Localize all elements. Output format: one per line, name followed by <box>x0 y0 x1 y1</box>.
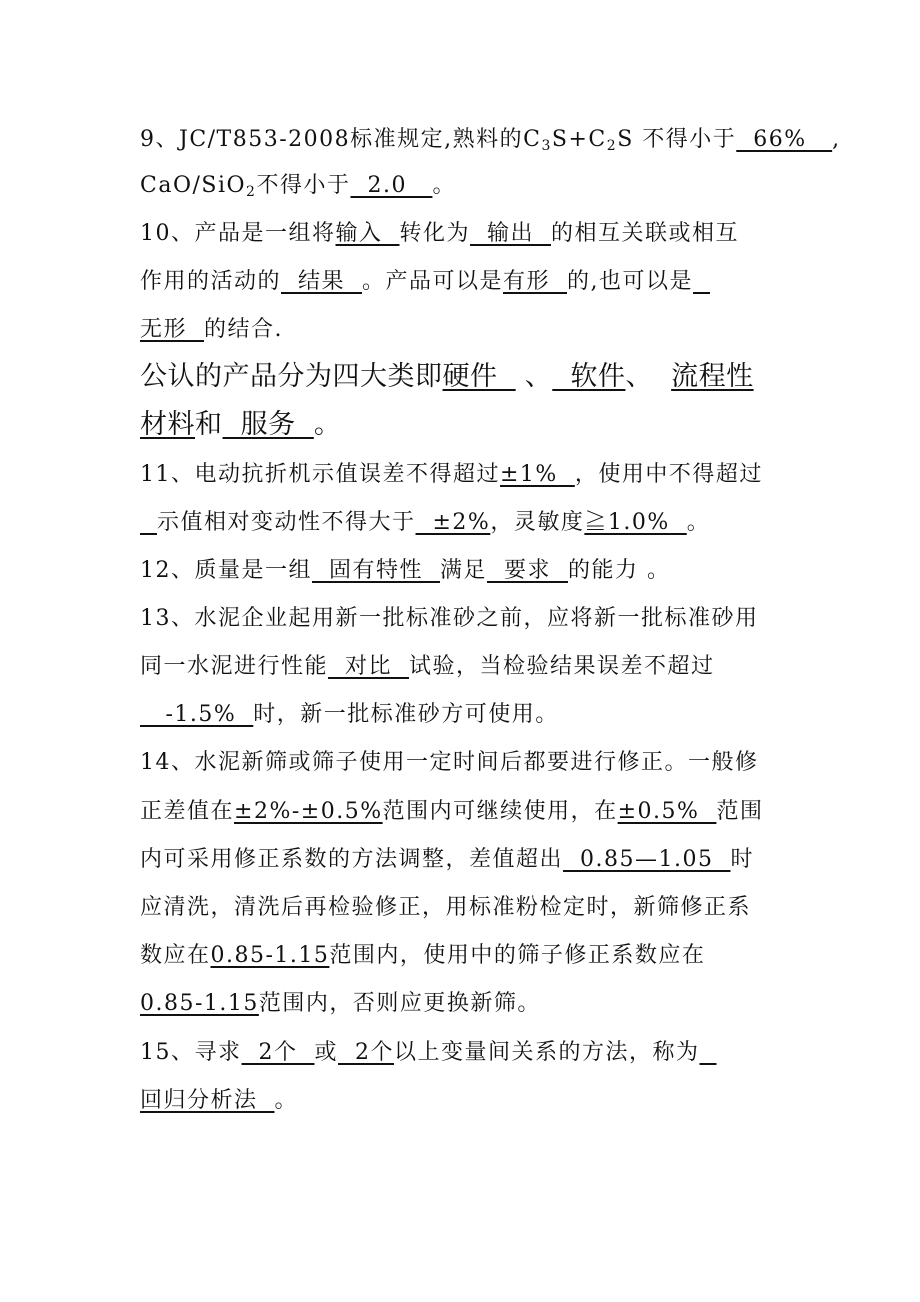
c3s-subscript: 3 <box>541 138 552 154</box>
q14-line-3 <box>140 845 785 875</box>
q13-l2-prefix: 同一水泥进行性能 <box>140 654 329 679</box>
q14-answer-5: 0.85-1.15 <box>140 991 259 1016</box>
q15-answer-2: 2个 <box>338 1040 394 1065</box>
q14-answer-4: 0.85-1.15 <box>210 943 330 968</box>
categories-answer-process-material: 流程性 <box>671 361 754 392</box>
q11-prefix: 11、电动抗折机示值误差不得超过 <box>140 462 500 487</box>
q11-l2-text: 示值相对变动性不得大于 <box>157 510 416 535</box>
q11-answer-2 <box>140 510 157 535</box>
q11-answer-3: ±2% <box>415 510 491 535</box>
q15-line-1 <box>140 1038 785 1068</box>
q14-l6-tail: 范围内，否则应更换新筛。 <box>258 991 541 1016</box>
categories-answer-hardware: 硬件 <box>442 361 516 392</box>
categories-answer-software: 软件 <box>552 361 626 392</box>
q10-line-3 <box>140 315 785 345</box>
q10-line-1 <box>140 219 785 249</box>
q14-l5-tail: 范围内，使用中的筛子修正系数应在 <box>329 943 706 968</box>
sio2-subscript: 2 <box>246 184 257 200</box>
q10-line-2 <box>140 267 785 297</box>
q14-answer-3: 0.85—1.05 <box>563 847 731 872</box>
q11-line-2 <box>140 508 785 538</box>
q14-l4: 应清洗，清洗后再检验修正，用标准粉检定时，新筛修正系 <box>140 895 752 920</box>
q14-l2-mid: 范围内可继续使用，在 <box>382 799 618 824</box>
q14-line-6 <box>140 989 785 1019</box>
q12-line-1 <box>140 556 785 586</box>
q10-answer-1: 输入 <box>335 221 400 246</box>
q14-answer-1: ±2%-±0.5% <box>234 799 383 824</box>
q10-answer-3: 结果 <box>281 269 362 294</box>
q10-answer-2: 输出 <box>470 221 551 246</box>
q9-tail-2: 。 <box>432 173 456 198</box>
categories-prefix: 公认的产品分为四大类即 <box>140 361 443 392</box>
q10-l2-mid: 。产品可以是 <box>362 269 504 294</box>
q15-prefix: 15、寻求 <box>140 1040 242 1065</box>
q11-mid: ，使用中不得超过 <box>574 462 763 487</box>
q9-line-2 <box>140 171 785 201</box>
q14-l2-prefix: 正差值在 <box>140 799 235 824</box>
q11-line-1 <box>140 460 785 490</box>
q14-line-1 <box>140 748 785 778</box>
q14-l3-tail: 时 <box>730 847 754 872</box>
q12-answer-1: 固有特性 <box>312 558 440 583</box>
q11-tail: 。 <box>686 510 711 535</box>
q14-l1: 14、水泥新筛或筛子使用一定时间后都要进行修正。一般修 <box>140 750 759 775</box>
q14-l5-prefix: 数应在 <box>140 943 211 968</box>
q14-l2-tail: 范围 <box>716 799 764 824</box>
q9-after: S 不得小于 <box>617 127 737 152</box>
q13-l2-tail: 试验，当检验结果误差不超过 <box>409 654 715 679</box>
q15-answer-1: 2个 <box>241 1040 315 1065</box>
q13-answer-1: 对比 <box>328 654 409 679</box>
q14-answer-2: ±0.5% <box>617 799 717 824</box>
q10-answer-5: 无形 <box>140 317 204 342</box>
categories-line-2 <box>140 410 785 440</box>
q15-line-2 <box>140 1086 785 1116</box>
q11-l2-mid: ，灵敏度 <box>490 510 585 535</box>
q13-l3-tail: 时，新一批标准砂方可使用。 <box>253 702 559 727</box>
categories-sep-2: 、 <box>625 361 672 392</box>
categories-sep-1: 、 <box>515 361 553 392</box>
c2s-subscript: 2 <box>606 138 618 154</box>
q9-tail-1: , <box>832 127 841 152</box>
q13-answer-2: -1.5% <box>140 702 254 727</box>
q14-l3-prefix: 内可采用修正系数的方法调整，差值超出 <box>140 847 564 872</box>
q12-prefix: 12、质量是一组 <box>140 558 312 583</box>
q12-answer-2: 要求 <box>487 558 568 583</box>
q10-mid-1: 转化为 <box>399 221 471 246</box>
c3s-c: C <box>523 127 542 152</box>
q10-mid-2: 的相互关联或相互 <box>551 221 740 246</box>
q11-answer-1: ±1% <box>500 462 575 487</box>
q15-tail: 。 <box>274 1088 299 1113</box>
q9-line-1 <box>140 125 841 155</box>
q9-l2-prefix: CaO/SiO <box>140 173 247 198</box>
q9-answer-1: 66% <box>736 127 833 152</box>
q13-line-2 <box>140 652 785 682</box>
q11-answer-4: ≧1.0% <box>584 510 687 535</box>
q13-l1: 13、水泥企业起用新一批标准砂之前，应将新一批标准砂用 <box>140 606 759 631</box>
q12-mid: 满足 <box>439 558 487 583</box>
q9-prefix: 9、JC/T853-2008标准规定,熟料的 <box>140 127 524 152</box>
q14-line-4 <box>140 893 785 923</box>
q10-l3-tail: 的结合. <box>204 317 283 342</box>
q13-line-3 <box>140 700 785 730</box>
q9-l2-mid: 不得小于 <box>256 173 351 198</box>
q15-l1-tail: 以上变量间关系的方法，称为 <box>393 1040 700 1065</box>
q10-answer-5-start <box>693 269 710 294</box>
q14-line-5 <box>140 941 785 971</box>
q10-l2-mid-2: 的,也可以是 <box>567 269 694 294</box>
categories-tail: 。 <box>313 409 342 440</box>
categories-mid: 和 <box>195 409 223 440</box>
q15-answer-3-start <box>700 1040 717 1065</box>
categories-answer-process-material-end: 材料 <box>140 409 195 440</box>
q10-prefix: 10、产品是一组将 <box>140 221 336 246</box>
q10-l2-prefix: 作用的活动的 <box>140 269 282 294</box>
categories-answer-service: 服务 <box>222 409 314 440</box>
q14-line-2 <box>140 797 785 827</box>
categories-line-1 <box>140 362 785 392</box>
q9-mid: S+C <box>551 127 607 152</box>
q15-answer-3: 回归分析法 <box>140 1088 275 1113</box>
q9-answer-2: 2.0 <box>350 173 433 198</box>
q13-line-1 <box>140 604 785 634</box>
q15-mid-1: 或 <box>314 1040 338 1065</box>
q10-answer-4: 有形 <box>503 269 568 294</box>
q12-tail: 的能力 。 <box>567 558 671 583</box>
